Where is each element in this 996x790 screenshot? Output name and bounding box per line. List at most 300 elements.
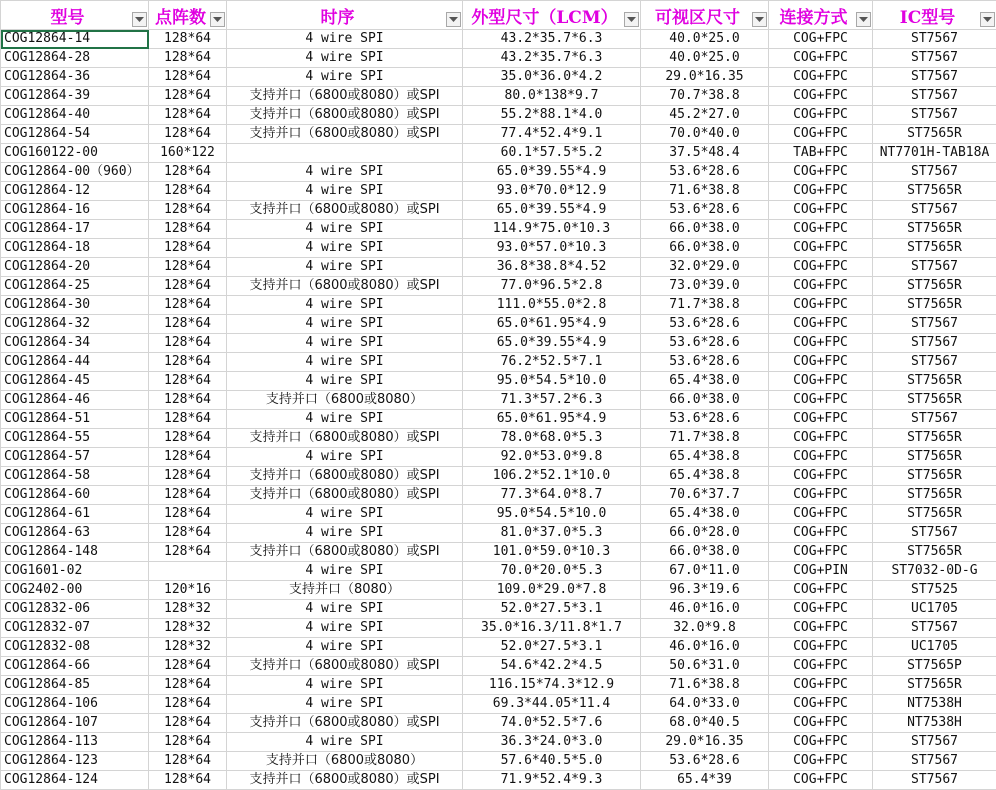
cell-timing[interactable]: 支持并口（8080） bbox=[227, 581, 463, 600]
cell-ic[interactable]: UC1705 bbox=[873, 638, 996, 657]
filter-dropdown-icon[interactable] bbox=[856, 12, 871, 27]
cell-timing[interactable]: 4 wire SPI bbox=[227, 163, 463, 182]
table-row bbox=[1, 353, 996, 372]
cell-outline[interactable]: 35.0*16.3/11.8*1.7 bbox=[463, 619, 641, 638]
cell-connection[interactable]: COG+FPC bbox=[769, 353, 873, 372]
cell-timing[interactable]: 支持并口（6800或8080）或SPI bbox=[227, 771, 463, 790]
cell-connection[interactable]: COG+FPC bbox=[769, 524, 873, 543]
cell-model[interactable]: COG12864-54 bbox=[1, 125, 149, 144]
cell-view[interactable]: 67.0*11.0 bbox=[641, 562, 769, 581]
cell-outline[interactable]: 52.0*27.5*3.1 bbox=[463, 638, 641, 657]
filter-dropdown-icon[interactable] bbox=[980, 12, 995, 27]
cell-connection[interactable]: COG+FPC bbox=[769, 752, 873, 771]
cell-model[interactable]: COG12864-16 bbox=[1, 201, 149, 220]
cell-model[interactable]: COG12864-34 bbox=[1, 334, 149, 353]
cell-timing[interactable]: 支持并口（6800或8080）或SPI bbox=[227, 201, 463, 220]
column-header-label: IC型号 bbox=[900, 3, 969, 28]
cell-view[interactable]: 66.0*28.0 bbox=[641, 524, 769, 543]
cell-view[interactable]: 45.2*27.0 bbox=[641, 106, 769, 125]
cell-connection[interactable]: COG+FPC bbox=[769, 676, 873, 695]
cell-dots[interactable]: 128*64 bbox=[149, 676, 227, 695]
cell-timing[interactable]: 4 wire SPI bbox=[227, 733, 463, 752]
cell-connection[interactable]: COG+FPC bbox=[769, 239, 873, 258]
cell-outline[interactable]: 81.0*37.0*5.3 bbox=[463, 524, 641, 543]
cell-view[interactable]: 65.4*38.8 bbox=[641, 448, 769, 467]
cell-outline[interactable]: 78.0*68.0*5.3 bbox=[463, 429, 641, 448]
cell-dots[interactable]: 128*64 bbox=[149, 524, 227, 543]
cell-ic[interactable]: ST7565R bbox=[873, 391, 996, 410]
cell-dots[interactable]: 128*64 bbox=[149, 258, 227, 277]
cell-model[interactable]: COG12864-28 bbox=[1, 49, 149, 68]
cell-timing[interactable]: 4 wire SPI bbox=[227, 695, 463, 714]
cell-outline[interactable]: 114.9*75.0*10.3 bbox=[463, 220, 641, 239]
cell-ic[interactable]: ST7565R bbox=[873, 125, 996, 144]
cell-timing[interactable]: 支持并口（6800或8080） bbox=[227, 752, 463, 771]
cell-dots[interactable]: 128*64 bbox=[149, 391, 227, 410]
cell-ic[interactable]: ST7567 bbox=[873, 524, 996, 543]
cell-ic[interactable]: ST7567 bbox=[873, 106, 996, 125]
cell-dots[interactable]: 128*64 bbox=[149, 543, 227, 562]
cell-dots[interactable]: 128*64 bbox=[149, 410, 227, 429]
cell-ic[interactable]: ST7565R bbox=[873, 448, 996, 467]
cell-outline[interactable]: 95.0*54.5*10.0 bbox=[463, 372, 641, 391]
table-row bbox=[1, 581, 996, 600]
cell-model[interactable]: COG12864-58 bbox=[1, 467, 149, 486]
table-row bbox=[1, 429, 996, 448]
cell-dots[interactable]: 120*16 bbox=[149, 581, 227, 600]
cell-ic[interactable]: ST7567 bbox=[873, 619, 996, 638]
cell-connection[interactable]: COG+FPC bbox=[769, 87, 873, 106]
cell-model[interactable]: COG12864-00（960） bbox=[1, 163, 149, 182]
cell-outline[interactable]: 93.0*57.0*10.3 bbox=[463, 239, 641, 258]
cell-model[interactable]: COG12864-63 bbox=[1, 524, 149, 543]
cell-connection[interactable]: COG+FPC bbox=[769, 315, 873, 334]
cell-view[interactable]: 65.4*39 bbox=[641, 771, 769, 790]
cell-view[interactable]: 73.0*39.0 bbox=[641, 277, 769, 296]
cell-dots[interactable]: 128*64 bbox=[149, 771, 227, 790]
cell-model[interactable]: COG12864-45 bbox=[1, 372, 149, 391]
cell-view[interactable]: 53.6*28.6 bbox=[641, 752, 769, 771]
cell-view[interactable]: 71.6*38.8 bbox=[641, 182, 769, 201]
cell-connection[interactable]: COG+FPC bbox=[769, 448, 873, 467]
cell-view[interactable]: 66.0*38.0 bbox=[641, 543, 769, 562]
cell-outline[interactable]: 77.0*96.5*2.8 bbox=[463, 277, 641, 296]
cell-ic[interactable]: NT7538H bbox=[873, 714, 996, 733]
cell-dots[interactable]: 128*64 bbox=[149, 296, 227, 315]
cell-connection[interactable]: COG+FPC bbox=[769, 125, 873, 144]
cell-view[interactable]: 65.4*38.0 bbox=[641, 505, 769, 524]
cell-outline[interactable]: 71.3*57.2*6.3 bbox=[463, 391, 641, 410]
column-header-connection[interactable] bbox=[769, 1, 873, 30]
cell-outline[interactable]: 54.6*42.2*4.5 bbox=[463, 657, 641, 676]
cell-model[interactable]: COG12864-123 bbox=[1, 752, 149, 771]
cell-view[interactable]: 37.5*48.4 bbox=[641, 144, 769, 163]
cell-connection[interactable]: COG+FPC bbox=[769, 429, 873, 448]
cell-dots[interactable]: 128*64 bbox=[149, 201, 227, 220]
cell-ic[interactable]: ST7567 bbox=[873, 30, 996, 49]
cell-model[interactable]: COG12864-85 bbox=[1, 676, 149, 695]
cell-connection[interactable]: COG+FPC bbox=[769, 600, 873, 619]
cell-outline[interactable]: 111.0*55.0*2.8 bbox=[463, 296, 641, 315]
cell-timing[interactable]: 4 wire SPI bbox=[227, 638, 463, 657]
cell-timing[interactable]: 4 wire SPI bbox=[227, 619, 463, 638]
cell-ic[interactable]: ST7567 bbox=[873, 410, 996, 429]
cell-outline[interactable]: 57.6*40.5*5.0 bbox=[463, 752, 641, 771]
cell-dots[interactable]: 128*32 bbox=[149, 619, 227, 638]
cell-dots[interactable]: 128*64 bbox=[149, 505, 227, 524]
cell-outline[interactable]: 35.0*36.0*4.2 bbox=[463, 68, 641, 87]
cell-dots[interactable]: 160*122 bbox=[149, 144, 227, 163]
cell-dots[interactable]: 128*64 bbox=[149, 733, 227, 752]
column-header-dots[interactable] bbox=[149, 1, 227, 30]
cell-outline[interactable]: 43.2*35.7*6.3 bbox=[463, 30, 641, 49]
cell-ic[interactable]: ST7567 bbox=[873, 49, 996, 68]
cell-timing[interactable]: 4 wire SPI bbox=[227, 182, 463, 201]
cell-connection[interactable]: COG+FPC bbox=[769, 733, 873, 752]
cell-ic[interactable]: ST7565R bbox=[873, 296, 996, 315]
cell-model[interactable]: COG12864-17 bbox=[1, 220, 149, 239]
cell-connection[interactable]: COG+FPC bbox=[769, 695, 873, 714]
cell-view[interactable]: 64.0*33.0 bbox=[641, 695, 769, 714]
cell-view[interactable]: 40.0*25.0 bbox=[641, 30, 769, 49]
cell-timing[interactable]: 支持并口（6800或8080）或SPI bbox=[227, 714, 463, 733]
cell-ic[interactable]: ST7565R bbox=[873, 429, 996, 448]
cell-ic[interactable]: ST7565R bbox=[873, 543, 996, 562]
cell-model[interactable]: COG12832-07 bbox=[1, 619, 149, 638]
cell-view[interactable]: 71.7*38.8 bbox=[641, 429, 769, 448]
cell-model[interactable]: COG12864-25 bbox=[1, 277, 149, 296]
cell-view[interactable]: 53.6*28.6 bbox=[641, 334, 769, 353]
cell-view[interactable]: 68.0*40.5 bbox=[641, 714, 769, 733]
cell-dots[interactable]: 128*64 bbox=[149, 429, 227, 448]
cell-view[interactable]: 65.4*38.8 bbox=[641, 467, 769, 486]
cell-connection[interactable]: COG+FPC bbox=[769, 714, 873, 733]
cell-connection[interactable]: COG+PIN bbox=[769, 562, 873, 581]
cell-ic[interactable]: ST7567 bbox=[873, 334, 996, 353]
cell-outline[interactable]: 116.15*74.3*12.9 bbox=[463, 676, 641, 695]
cell-outline[interactable]: 36.3*24.0*3.0 bbox=[463, 733, 641, 752]
cell-connection[interactable]: COG+FPC bbox=[769, 657, 873, 676]
cell-timing[interactable]: 4 wire SPI bbox=[227, 49, 463, 68]
cell-view[interactable]: 32.0*29.0 bbox=[641, 258, 769, 277]
cell-view[interactable]: 29.0*16.35 bbox=[641, 733, 769, 752]
cell-dots[interactable]: 128*32 bbox=[149, 600, 227, 619]
cell-connection[interactable]: COG+FPC bbox=[769, 486, 873, 505]
cell-timing[interactable]: 4 wire SPI bbox=[227, 372, 463, 391]
cell-model[interactable]: COG12832-08 bbox=[1, 638, 149, 657]
cell-dots[interactable]: 128*32 bbox=[149, 638, 227, 657]
cell-model[interactable]: COG12864-60 bbox=[1, 486, 149, 505]
cell-timing[interactable]: 支持并口（6800或8080）或SPI bbox=[227, 657, 463, 676]
cell-model[interactable]: COG12864-20 bbox=[1, 258, 149, 277]
cell-outline[interactable]: 106.2*52.1*10.0 bbox=[463, 467, 641, 486]
cell-model[interactable]: COG12864-14 bbox=[1, 30, 149, 49]
cell-timing[interactable]: 4 wire SPI bbox=[227, 410, 463, 429]
cell-connection[interactable]: COG+FPC bbox=[769, 505, 873, 524]
cell-connection[interactable]: COG+FPC bbox=[769, 182, 873, 201]
filter-dropdown-icon[interactable] bbox=[446, 12, 461, 27]
cell-timing[interactable]: 4 wire SPI bbox=[227, 315, 463, 334]
cell-timing[interactable]: 4 wire SPI bbox=[227, 505, 463, 524]
filter-dropdown-icon[interactable] bbox=[624, 12, 639, 27]
cell-outline[interactable]: 80.0*138*9.7 bbox=[463, 87, 641, 106]
cell-view[interactable]: 53.6*28.6 bbox=[641, 410, 769, 429]
cell-ic[interactable]: ST7032-0D-G bbox=[873, 562, 996, 581]
cell-timing[interactable]: 4 wire SPI bbox=[227, 239, 463, 258]
cell-model[interactable]: COG12864-40 bbox=[1, 106, 149, 125]
cell-ic[interactable]: ST7565R bbox=[873, 676, 996, 695]
cell-timing[interactable]: 4 wire SPI bbox=[227, 258, 463, 277]
cell-connection[interactable]: COG+FPC bbox=[769, 581, 873, 600]
column-header-view[interactable] bbox=[641, 1, 769, 30]
cell-view[interactable]: 32.0*9.8 bbox=[641, 619, 769, 638]
cell-timing[interactable]: 支持并口（6800或8080）或SPI bbox=[227, 429, 463, 448]
cell-view[interactable]: 96.3*19.6 bbox=[641, 581, 769, 600]
cell-dots[interactable]: 128*64 bbox=[149, 657, 227, 676]
cell-ic[interactable]: NT7701H-TAB18A bbox=[873, 144, 996, 163]
cell-view[interactable]: 53.6*28.6 bbox=[641, 163, 769, 182]
cell-ic[interactable]: ST7565R bbox=[873, 372, 996, 391]
cell-outline[interactable]: 109.0*29.0*7.8 bbox=[463, 581, 641, 600]
cell-outline[interactable]: 65.0*39.55*4.9 bbox=[463, 201, 641, 220]
cell-timing[interactable] bbox=[227, 144, 463, 163]
cell-ic[interactable]: ST7567 bbox=[873, 163, 996, 182]
cell-dots[interactable]: 128*64 bbox=[149, 125, 227, 144]
cell-connection[interactable]: TAB+FPC bbox=[769, 144, 873, 163]
cell-outline[interactable]: 65.0*61.95*4.9 bbox=[463, 315, 641, 334]
cell-dots[interactable]: 128*64 bbox=[149, 315, 227, 334]
filter-dropdown-icon[interactable] bbox=[210, 12, 225, 27]
cell-dots[interactable]: 128*64 bbox=[149, 30, 227, 49]
cell-connection[interactable]: COG+FPC bbox=[769, 201, 873, 220]
cell-dots[interactable]: 128*64 bbox=[149, 353, 227, 372]
cell-dots[interactable]: 128*64 bbox=[149, 68, 227, 87]
cell-dots[interactable]: 128*64 bbox=[149, 87, 227, 106]
cell-model[interactable]: COG12864-51 bbox=[1, 410, 149, 429]
cell-timing[interactable]: 4 wire SPI bbox=[227, 296, 463, 315]
cell-outline[interactable]: 71.9*52.4*9.3 bbox=[463, 771, 641, 790]
cell-connection[interactable]: COG+FPC bbox=[769, 220, 873, 239]
cell-view[interactable]: 46.0*16.0 bbox=[641, 638, 769, 657]
cell-view[interactable]: 66.0*38.0 bbox=[641, 220, 769, 239]
cell-model[interactable]: COG12864-12 bbox=[1, 182, 149, 201]
cell-connection[interactable]: COG+FPC bbox=[769, 68, 873, 87]
cell-dots[interactable]: 128*64 bbox=[149, 49, 227, 68]
cell-ic[interactable]: ST7567 bbox=[873, 752, 996, 771]
cell-ic[interactable]: ST7565R bbox=[873, 277, 996, 296]
cell-outline[interactable]: 74.0*52.5*7.6 bbox=[463, 714, 641, 733]
cell-dots[interactable] bbox=[149, 562, 227, 581]
column-header-ic[interactable] bbox=[873, 1, 996, 30]
cell-ic[interactable]: NT7538H bbox=[873, 695, 996, 714]
column-header-outline[interactable] bbox=[463, 1, 641, 30]
cell-view[interactable]: 46.0*16.0 bbox=[641, 600, 769, 619]
cell-dots[interactable]: 128*64 bbox=[149, 372, 227, 391]
cell-timing[interactable]: 4 wire SPI bbox=[227, 68, 463, 87]
cell-model[interactable]: COG12864-106 bbox=[1, 695, 149, 714]
cell-outline[interactable]: 76.2*52.5*7.1 bbox=[463, 353, 641, 372]
cell-ic[interactable]: ST7567 bbox=[873, 201, 996, 220]
cell-outline[interactable]: 77.3*64.0*8.7 bbox=[463, 486, 641, 505]
cell-model[interactable]: COG12864-36 bbox=[1, 68, 149, 87]
cell-timing[interactable]: 支持并口（6800或8080）或SPI bbox=[227, 277, 463, 296]
cell-ic[interactable]: UC1705 bbox=[873, 600, 996, 619]
cell-ic[interactable]: ST7565R bbox=[873, 220, 996, 239]
cell-model[interactable]: COG12864-30 bbox=[1, 296, 149, 315]
cell-dots[interactable]: 128*64 bbox=[149, 106, 227, 125]
cell-view[interactable]: 53.6*28.6 bbox=[641, 315, 769, 334]
cell-view[interactable]: 53.6*28.6 bbox=[641, 201, 769, 220]
cell-view[interactable]: 50.6*31.0 bbox=[641, 657, 769, 676]
cell-model[interactable]: COG12864-18 bbox=[1, 239, 149, 258]
cell-connection[interactable]: COG+FPC bbox=[769, 277, 873, 296]
cell-ic[interactable]: ST7567 bbox=[873, 353, 996, 372]
cell-ic[interactable]: ST7565R bbox=[873, 505, 996, 524]
cell-ic[interactable]: ST7567 bbox=[873, 771, 996, 790]
cell-timing[interactable]: 支持并口（6800或8080）或SPI bbox=[227, 467, 463, 486]
cell-ic[interactable]: ST7525 bbox=[873, 581, 996, 600]
cell-ic[interactable]: ST7565P bbox=[873, 657, 996, 676]
cell-connection[interactable]: COG+FPC bbox=[769, 163, 873, 182]
cell-outline[interactable]: 36.8*38.8*4.52 bbox=[463, 258, 641, 277]
cell-view[interactable]: 71.6*38.8 bbox=[641, 676, 769, 695]
cell-model[interactable]: COG12864-57 bbox=[1, 448, 149, 467]
cell-dots[interactable]: 128*64 bbox=[149, 334, 227, 353]
cell-ic[interactable]: ST7565R bbox=[873, 467, 996, 486]
cell-timing[interactable]: 支持并口（6800或8080）或SPI bbox=[227, 543, 463, 562]
cell-model[interactable]: COG12864-32 bbox=[1, 315, 149, 334]
cell-timing[interactable]: 4 wire SPI bbox=[227, 524, 463, 543]
cell-outline[interactable]: 69.3*44.05*11.4 bbox=[463, 695, 641, 714]
cell-timing[interactable]: 4 wire SPI bbox=[227, 30, 463, 49]
filter-dropdown-icon[interactable] bbox=[752, 12, 767, 27]
cell-outline[interactable]: 65.0*39.55*4.9 bbox=[463, 163, 641, 182]
cell-connection[interactable]: COG+FPC bbox=[769, 258, 873, 277]
cell-view[interactable]: 66.0*38.0 bbox=[641, 391, 769, 410]
cell-connection[interactable]: COG+FPC bbox=[769, 296, 873, 315]
cell-view[interactable]: 66.0*38.0 bbox=[641, 239, 769, 258]
cell-model[interactable]: COG12864-148 bbox=[1, 543, 149, 562]
column-header-timing[interactable] bbox=[227, 1, 463, 30]
cell-outline[interactable]: 65.0*61.95*4.9 bbox=[463, 410, 641, 429]
cell-model[interactable]: COG160122-00 bbox=[1, 144, 149, 163]
cell-outline[interactable]: 77.4*52.4*9.1 bbox=[463, 125, 641, 144]
cell-dots[interactable]: 128*64 bbox=[149, 448, 227, 467]
cell-outline[interactable]: 95.0*54.5*10.0 bbox=[463, 505, 641, 524]
cell-timing[interactable]: 支持并口（6800或8080） bbox=[227, 391, 463, 410]
cell-model[interactable]: COG12864-124 bbox=[1, 771, 149, 790]
cell-model[interactable]: COG12864-66 bbox=[1, 657, 149, 676]
cell-model[interactable]: COG12832-06 bbox=[1, 600, 149, 619]
cell-ic[interactable]: ST7567 bbox=[873, 733, 996, 752]
cell-outline[interactable]: 70.0*20.0*5.3 bbox=[463, 562, 641, 581]
cell-connection[interactable]: COG+FPC bbox=[769, 49, 873, 68]
cell-ic[interactable]: ST7567 bbox=[873, 87, 996, 106]
cell-connection[interactable]: COG+FPC bbox=[769, 619, 873, 638]
cell-view[interactable]: 65.4*38.0 bbox=[641, 372, 769, 391]
cell-outline[interactable]: 55.2*88.1*4.0 bbox=[463, 106, 641, 125]
cell-model[interactable]: COG12864-107 bbox=[1, 714, 149, 733]
cell-timing[interactable]: 4 wire SPI bbox=[227, 676, 463, 695]
cell-outline[interactable]: 43.2*35.7*6.3 bbox=[463, 49, 641, 68]
cell-model[interactable]: COG12864-55 bbox=[1, 429, 149, 448]
cell-outline[interactable]: 101.0*59.0*10.3 bbox=[463, 543, 641, 562]
cell-ic[interactable]: ST7565R bbox=[873, 239, 996, 258]
column-header-model[interactable] bbox=[1, 1, 149, 30]
cell-ic[interactable]: ST7565R bbox=[873, 182, 996, 201]
cell-connection[interactable]: COG+FPC bbox=[769, 467, 873, 486]
cell-dots[interactable]: 128*64 bbox=[149, 695, 227, 714]
cell-dots[interactable]: 128*64 bbox=[149, 752, 227, 771]
cell-model[interactable]: COG12864-44 bbox=[1, 353, 149, 372]
cell-ic[interactable]: ST7567 bbox=[873, 68, 996, 87]
cell-timing[interactable]: 4 wire SPI bbox=[227, 334, 463, 353]
cell-timing[interactable]: 支持并口（6800或8080）或SPI bbox=[227, 87, 463, 106]
cell-ic[interactable]: ST7565R bbox=[873, 486, 996, 505]
cell-outline[interactable]: 92.0*53.0*9.8 bbox=[463, 448, 641, 467]
cell-view[interactable]: 71.7*38.8 bbox=[641, 296, 769, 315]
cell-timing[interactable]: 支持并口（6800或8080）或SPI bbox=[227, 106, 463, 125]
cell-dots[interactable]: 128*64 bbox=[149, 714, 227, 733]
cell-dots[interactable]: 128*64 bbox=[149, 182, 227, 201]
table-row bbox=[1, 638, 996, 657]
cell-connection[interactable]: COG+FPC bbox=[769, 372, 873, 391]
cell-dots[interactable]: 128*64 bbox=[149, 239, 227, 258]
cell-timing[interactable]: 支持并口（6800或8080）或SPI bbox=[227, 125, 463, 144]
cell-model[interactable]: COG1601-02 bbox=[1, 562, 149, 581]
cell-ic[interactable]: ST7567 bbox=[873, 315, 996, 334]
cell-view[interactable]: 29.0*16.35 bbox=[641, 68, 769, 87]
cell-connection[interactable]: COG+FPC bbox=[769, 334, 873, 353]
cell-dots[interactable]: 128*64 bbox=[149, 220, 227, 239]
cell-model[interactable]: COG12864-61 bbox=[1, 505, 149, 524]
cell-view[interactable]: 53.6*28.6 bbox=[641, 353, 769, 372]
cell-connection[interactable]: COG+FPC bbox=[769, 106, 873, 125]
cell-connection[interactable]: COG+FPC bbox=[769, 410, 873, 429]
cell-timing[interactable]: 4 wire SPI bbox=[227, 353, 463, 372]
filter-dropdown-icon[interactable] bbox=[132, 12, 147, 27]
cell-dots[interactable]: 128*64 bbox=[149, 486, 227, 505]
cell-timing[interactable]: 支持并口（6800或8080）或SPI bbox=[227, 486, 463, 505]
cell-model[interactable]: COG12864-113 bbox=[1, 733, 149, 752]
cell-view[interactable]: 70.0*40.0 bbox=[641, 125, 769, 144]
cell-timing[interactable]: 4 wire SPI bbox=[227, 562, 463, 581]
cell-outline[interactable]: 52.0*27.5*3.1 bbox=[463, 600, 641, 619]
cell-timing[interactable]: 4 wire SPI bbox=[227, 448, 463, 467]
cell-dots[interactable]: 128*64 bbox=[149, 277, 227, 296]
cell-connection[interactable]: COG+FPC bbox=[769, 30, 873, 49]
cell-view[interactable]: 70.7*38.8 bbox=[641, 87, 769, 106]
cell-dots[interactable]: 128*64 bbox=[149, 163, 227, 182]
cell-model[interactable]: COG12864-39 bbox=[1, 87, 149, 106]
cell-view[interactable]: 70.6*37.7 bbox=[641, 486, 769, 505]
cell-outline[interactable]: 60.1*57.5*5.2 bbox=[463, 144, 641, 163]
cell-timing[interactable]: 4 wire SPI bbox=[227, 600, 463, 619]
cell-ic[interactable]: ST7567 bbox=[873, 258, 996, 277]
cell-connection[interactable]: COG+FPC bbox=[769, 638, 873, 657]
cell-model[interactable]: COG12864-46 bbox=[1, 391, 149, 410]
table-row bbox=[1, 144, 996, 163]
cell-connection[interactable]: COG+FPC bbox=[769, 543, 873, 562]
cell-connection[interactable]: COG+FPC bbox=[769, 391, 873, 410]
cell-outline[interactable]: 65.0*39.55*4.9 bbox=[463, 334, 641, 353]
cell-timing[interactable]: 4 wire SPI bbox=[227, 220, 463, 239]
cell-view[interactable]: 40.0*25.0 bbox=[641, 49, 769, 68]
cell-outline[interactable]: 93.0*70.0*12.9 bbox=[463, 182, 641, 201]
cell-model[interactable]: COG2402-00 bbox=[1, 581, 149, 600]
cell-connection[interactable]: COG+FPC bbox=[769, 771, 873, 790]
cell-dots[interactable]: 128*64 bbox=[149, 467, 227, 486]
